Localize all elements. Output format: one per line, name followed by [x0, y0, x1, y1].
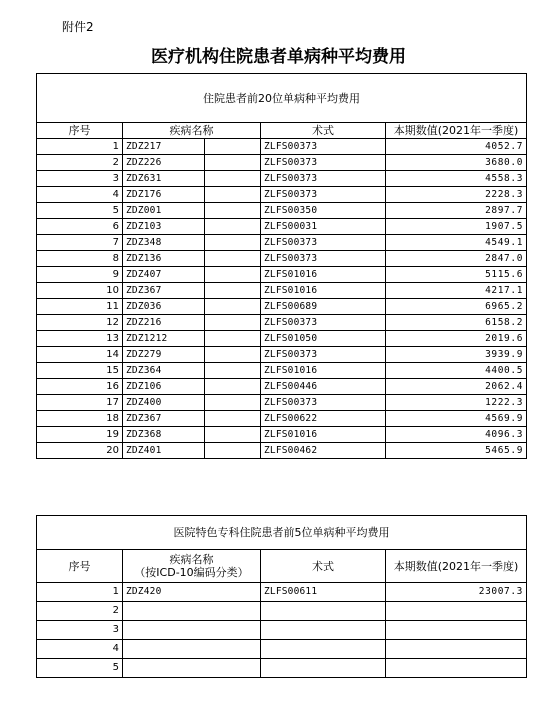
row-disease-code — [123, 640, 261, 659]
table-row — [37, 251, 527, 267]
row-procedure-code: ZLFS01016 — [261, 267, 386, 283]
row-seq: 9 — [37, 267, 123, 283]
header-value: 本期数值(2021年一季度) — [386, 550, 527, 583]
header-disease — [123, 550, 261, 583]
header-disease-line1: 疾病名称 — [169, 553, 214, 566]
row-seq: 7 — [37, 235, 123, 251]
row-procedure-code: ZLFS00446 — [261, 379, 386, 395]
row-disease-extra — [205, 379, 261, 395]
row-seq: 1 — [37, 583, 123, 602]
row-seq: 1 — [37, 139, 123, 155]
row-seq: 10 — [37, 283, 123, 299]
row-seq: 19 — [37, 427, 123, 443]
top20-disease-cost-table — [36, 73, 527, 459]
row-procedure-code: ZLFS00373 — [261, 395, 386, 411]
row-procedure-code — [261, 602, 386, 621]
row-procedure-code: ZLFS00373 — [261, 139, 386, 155]
row-value: 5465.9 — [386, 443, 527, 459]
row-procedure-code: ZLFS00373 — [261, 171, 386, 187]
header-value: 本期数值(2021年一季度) — [386, 123, 527, 139]
row-disease-code: ZDZ348 — [123, 235, 205, 251]
table-row — [37, 139, 527, 155]
row-procedure-code: ZLFS00031 — [261, 219, 386, 235]
row-disease-extra — [205, 219, 261, 235]
table-row — [37, 315, 527, 331]
row-disease-code — [123, 602, 261, 621]
table-row — [37, 235, 527, 251]
row-procedure-code: ZLFS01050 — [261, 331, 386, 347]
row-disease-extra — [205, 139, 261, 155]
row-disease-extra — [205, 395, 261, 411]
row-seq: 13 — [37, 331, 123, 347]
header-procedure: 术式 — [261, 123, 386, 139]
row-seq: 3 — [37, 171, 123, 187]
row-disease-extra — [205, 267, 261, 283]
row-value: 4217.1 — [386, 283, 527, 299]
header-procedure: 术式 — [261, 550, 386, 583]
table-caption: 医院特色专科住院患者前5位单病种平均费用 — [37, 516, 527, 550]
table-caption: 住院患者前20位单病种平均费用 — [37, 74, 527, 123]
row-value: 6965.2 — [386, 299, 527, 315]
attachment-label: 附件2 — [62, 20, 94, 34]
table-row — [37, 443, 527, 459]
row-procedure-code: ZLFS01016 — [261, 427, 386, 443]
row-value: 1907.5 — [386, 219, 527, 235]
table-row — [37, 203, 527, 219]
row-disease-extra — [205, 411, 261, 427]
row-seq: 20 — [37, 443, 123, 459]
row-disease-extra — [205, 347, 261, 363]
row-seq: 18 — [37, 411, 123, 427]
row-procedure-code: ZLFS00373 — [261, 347, 386, 363]
table-row — [37, 283, 527, 299]
header-seq: 序号 — [37, 550, 123, 583]
row-seq: 14 — [37, 347, 123, 363]
row-seq: 2 — [37, 602, 123, 621]
row-seq: 5 — [37, 659, 123, 678]
row-disease-code: ZDZ367 — [123, 283, 205, 299]
row-value: 2897.7 — [386, 203, 527, 219]
row-seq: 6 — [37, 219, 123, 235]
row-seq: 5 — [37, 203, 123, 219]
row-seq: 4 — [37, 640, 123, 659]
row-disease-extra — [205, 315, 261, 331]
table-row — [37, 347, 527, 363]
table-row — [37, 411, 527, 427]
row-disease-code: ZDZ368 — [123, 427, 205, 443]
row-seq: 15 — [37, 363, 123, 379]
header-seq: 序号 — [37, 123, 123, 139]
row-disease-extra — [205, 171, 261, 187]
row-value — [386, 640, 527, 659]
row-disease-extra — [205, 203, 261, 219]
row-disease-code: ZDZ400 — [123, 395, 205, 411]
row-value: 6158.2 — [386, 315, 527, 331]
row-disease-extra — [205, 251, 261, 267]
row-procedure-code: ZLFS00462 — [261, 443, 386, 459]
row-disease-code: ZDZ036 — [123, 299, 205, 315]
table-row — [37, 363, 527, 379]
row-disease-code: ZDZ136 — [123, 251, 205, 267]
table-row — [37, 602, 527, 621]
row-disease-code — [123, 621, 261, 640]
table-row — [37, 267, 527, 283]
row-value — [386, 602, 527, 621]
row-disease-code: ZDZ364 — [123, 363, 205, 379]
row-disease-extra — [205, 427, 261, 443]
page-title: 医疗机构住院患者单病种平均费用 — [151, 47, 406, 67]
row-value: 2019.6 — [386, 331, 527, 347]
row-disease-extra — [205, 283, 261, 299]
row-procedure-code — [261, 621, 386, 640]
row-procedure-code — [261, 640, 386, 659]
row-seq: 3 — [37, 621, 123, 640]
table-row — [37, 621, 527, 640]
row-procedure-code: ZLFS01016 — [261, 363, 386, 379]
row-disease-code: ZDZ176 — [123, 187, 205, 203]
table-row — [37, 640, 527, 659]
row-disease-code: ZDZ401 — [123, 443, 205, 459]
row-disease-code: ZDZ226 — [123, 155, 205, 171]
row-procedure-code: ZLFS00373 — [261, 187, 386, 203]
table-header-row — [37, 123, 527, 139]
row-disease-code — [123, 659, 261, 678]
row-disease-code: ZDZ103 — [123, 219, 205, 235]
table-row — [37, 427, 527, 443]
row-procedure-code: ZLFS00373 — [261, 315, 386, 331]
row-disease-extra — [205, 363, 261, 379]
row-value — [386, 621, 527, 640]
row-disease-extra — [205, 235, 261, 251]
row-value — [386, 659, 527, 678]
row-procedure-code: ZLFS00611 — [261, 583, 386, 602]
row-disease-code: ZDZ216 — [123, 315, 205, 331]
row-disease-code: ZDZ106 — [123, 379, 205, 395]
row-disease-extra — [205, 299, 261, 315]
table-row — [37, 659, 527, 678]
table-row — [37, 219, 527, 235]
row-disease-code: ZDZ367 — [123, 411, 205, 427]
row-disease-code: ZDZ279 — [123, 347, 205, 363]
table-row — [37, 299, 527, 315]
row-value: 3939.9 — [386, 347, 527, 363]
table-row — [37, 155, 527, 171]
row-procedure-code: ZLFS01016 — [261, 283, 386, 299]
row-value: 2062.4 — [386, 379, 527, 395]
table-header-row — [37, 550, 527, 583]
row-seq: 2 — [37, 155, 123, 171]
row-disease-code: ZDZ407 — [123, 267, 205, 283]
table-row — [37, 583, 527, 602]
table-row — [37, 395, 527, 411]
row-procedure-code — [261, 659, 386, 678]
row-disease-extra — [205, 331, 261, 347]
row-value: 4096.3 — [386, 427, 527, 443]
row-procedure-code: ZLFS00373 — [261, 235, 386, 251]
header-disease-line2: （按ICD-10编码分类） — [134, 566, 249, 579]
row-procedure-code: ZLFS00622 — [261, 411, 386, 427]
row-procedure-code: ZLFS00350 — [261, 203, 386, 219]
row-disease-code: ZDZ217 — [123, 139, 205, 155]
row-seq: 12 — [37, 315, 123, 331]
row-value: 23007.3 — [386, 583, 527, 602]
row-value: 4400.5 — [386, 363, 527, 379]
row-disease-code: ZDZ1212 — [123, 331, 205, 347]
row-disease-extra — [205, 443, 261, 459]
row-disease-extra — [205, 187, 261, 203]
row-value: 2228.3 — [386, 187, 527, 203]
row-disease-extra — [205, 155, 261, 171]
row-value: 4569.9 — [386, 411, 527, 427]
row-disease-code: ZDZ631 — [123, 171, 205, 187]
row-value: 5115.6 — [386, 267, 527, 283]
table-row — [37, 171, 527, 187]
row-value: 3680.0 — [386, 155, 527, 171]
table-row — [37, 331, 527, 347]
row-value: 4052.7 — [386, 139, 527, 155]
row-value: 4549.1 — [386, 235, 527, 251]
row-procedure-code: ZLFS00373 — [261, 251, 386, 267]
row-seq: 16 — [37, 379, 123, 395]
specialty-top5-disease-cost-table — [36, 515, 527, 678]
row-procedure-code: ZLFS00373 — [261, 155, 386, 171]
table-row — [37, 379, 527, 395]
row-seq: 4 — [37, 187, 123, 203]
table-row — [37, 187, 527, 203]
row-value: 1222.3 — [386, 395, 527, 411]
row-value: 2847.0 — [386, 251, 527, 267]
row-disease-code: ZDZ001 — [123, 203, 205, 219]
row-seq: 11 — [37, 299, 123, 315]
row-seq: 8 — [37, 251, 123, 267]
row-seq: 17 — [37, 395, 123, 411]
row-procedure-code: ZLFS00689 — [261, 299, 386, 315]
row-value: 4558.3 — [386, 171, 527, 187]
header-disease: 疾病名称 — [123, 123, 261, 139]
row-disease-code: ZDZ420 — [123, 583, 261, 602]
